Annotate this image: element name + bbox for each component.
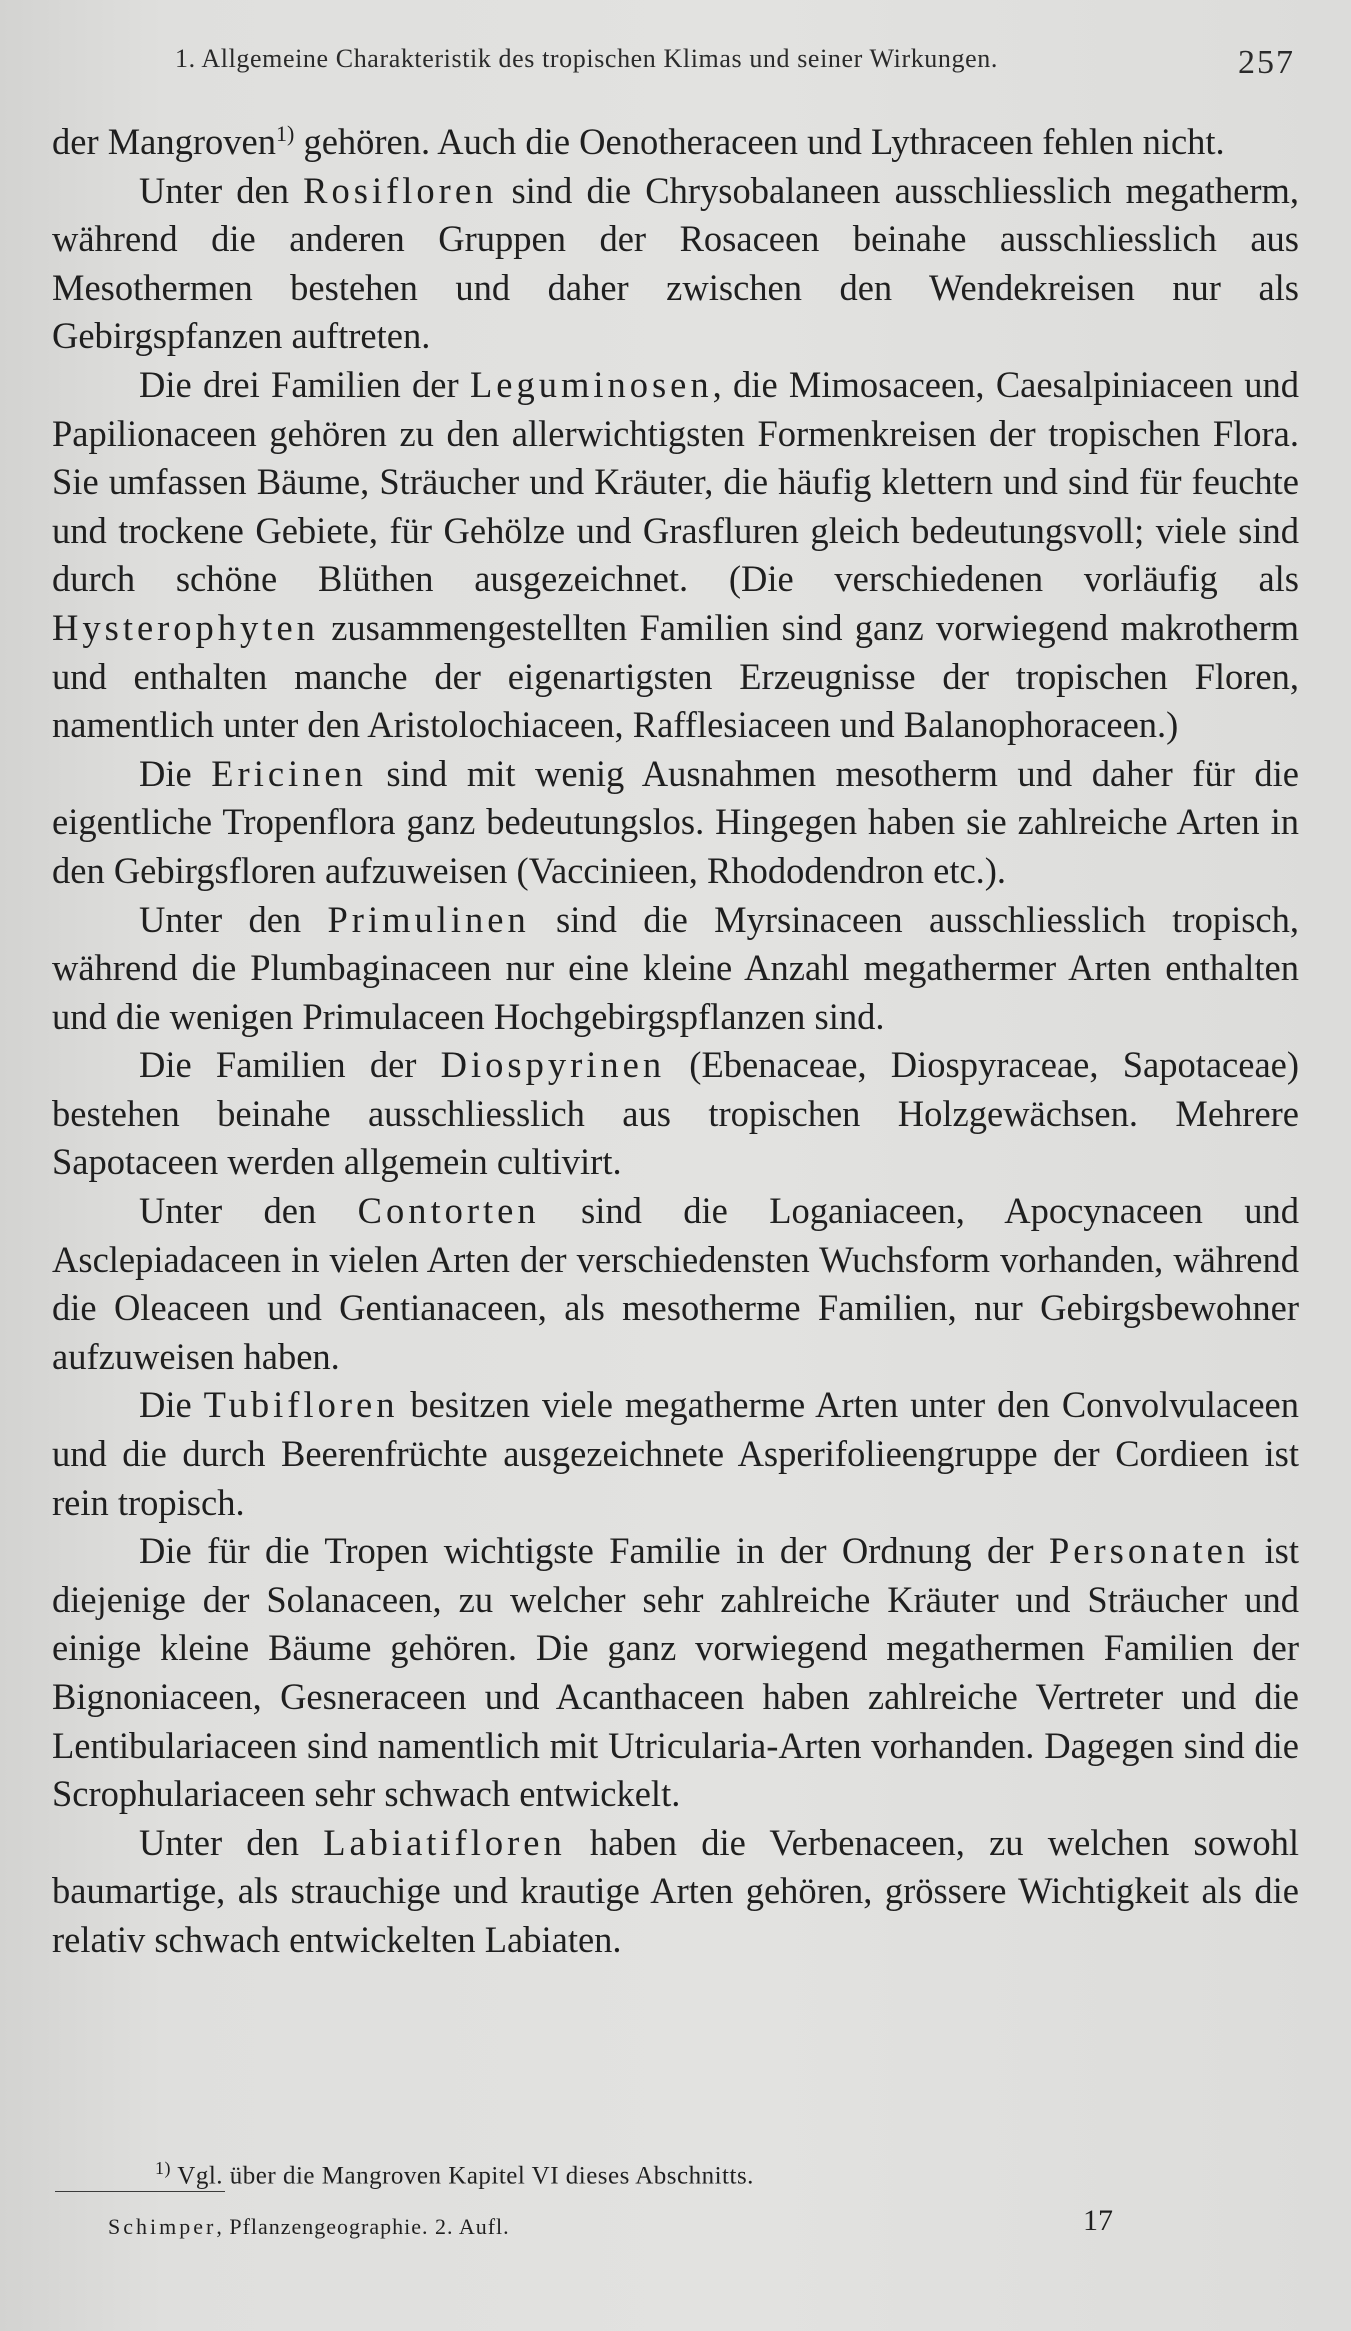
paragraph-contorten: Unter den Contorten sind die Loganiaceen, Apocynaceen und Asclepiadaceen in vielen Arten der verschiedensten Wuchsform vorhanden, während die Oleaceen und Gentianaceen, als mesotherme Familien, nur Gebirgsbewohner aufzuweisen haben.	[52, 1190, 1299, 1377]
spaced-term: Personaten	[1048, 1530, 1250, 1572]
footnote-text: Vgl. über die Mangroven Kapitel VI dieses Abschnitts.	[171, 2162, 754, 2190]
spaced-term: Contorten	[357, 1190, 540, 1232]
body-text	[52, 118, 1299, 1965]
paragraph-labiatifloren: Unter den Labiatifloren haben die Verbenaceen, zu welchen sowohl baumartige, als strauchige und krautige Arten gehören, grössere Wichtigkeit als die relativ schwach entwickelten Labiaten.	[52, 1821, 1299, 1960]
paragraph-tubifloren: Die Tubifloren besitzen viele megatherme Arten unter den Convolvulaceen und die durch Beerenfrüchte ausgezeichnete Asperifolieengruppe der Cordieen ist rein tropisch.	[52, 1384, 1299, 1523]
spaced-term: Rosifloren	[303, 169, 498, 211]
signature-author: Schimper	[108, 2214, 217, 2239]
signature	[108, 2214, 510, 2240]
spaced-term: Ericinen	[211, 752, 367, 794]
footnote-reference: 1)	[276, 120, 295, 146]
paragraph-rosifloren: Unter den Rosifloren sind die Chrysobalaneen ausschliesslich megatherm, während die anderen Gruppen der Rosaceen beinahe ausschliesslich aus Mesothermen bestehen und daher zwischen den Wendekreisen nur als Gebirgspfanzen auftreten.	[52, 169, 1299, 357]
spaced-term: Diospyrinen	[440, 1044, 666, 1086]
spaced-term: Primulinen	[327, 898, 530, 940]
running-title: 1. Allgemeine Charakteristik des tropischen Klimas und seiner Wirkungen.	[175, 44, 998, 73]
spaced-term: Labiatifloren	[323, 1821, 566, 1863]
paragraph-diospyrinen: Die Familien der Diospyrinen (Ebenaceae, Diospyraceae, Sapotaceae) bestehen beinahe ausschliesslich aus tropischen Holzgewächsen. Mehrere Sapotaceen werden allgemein cultivirt.	[52, 1044, 1299, 1183]
footnote	[155, 2158, 1155, 2190]
spaced-term: Tubifloren	[203, 1384, 399, 1426]
paragraph-leguminosen: Die drei Familien der Leguminosen, die Mimosaceen, Caesalpiniaceen und Papilionaceen gehören zu den allerwichtigsten Formenkreisen der tropischen Flora. Sie umfassen Bäume, Sträucher und Kräuter, die häufig klettern und sind für feuchte und trockene Gebiete, für Gehölze und Grasfluren gleich bedeutungsvoll; viele sind durch schöne Blüthen ausgezeichnet. (Die verschiedenen vorläufig als Hysterophyten zusammengestellten Familien sind ganz vorwiegend makrotherm und enthalten manche der eigenartigsten Erzeugnisse der tropischen Floren, namentlich unter den Aristolochiaceen, Rafflesiaceen und Balanophoraceen.)	[52, 363, 1299, 746]
signature-line	[108, 2204, 1148, 2250]
running-head	[175, 38, 1295, 88]
footnote-mark: 1)	[155, 2158, 171, 2178]
signature-book: , Pflanzengeographie. 2. Aufl.	[216, 2214, 510, 2239]
spaced-term: Hysterophyten	[52, 606, 319, 648]
footnote-divider	[55, 2191, 225, 2192]
paragraph-personaten: Die für die Tropen wichtigste Familie in der Ordnung der Personaten ist diejenige der Solanaceen, zu welcher sehr zahlreiche Kräuter und Sträucher und einige kleine Bäume gehören. Die ganz vorwiegend megathermen Familien der Bignoniaceen, Gesneraceen und Acanthaceen haben zahlreiche Vertreter und die Lentibulariaceen sind namentlich mit Utricularia-Arten vorhanden. Dagegen sind die Scrophulariaceen sehr schwach entwickelt.	[52, 1530, 1299, 1815]
page-number: 257	[1238, 44, 1295, 81]
paragraph-1: der Mangroven$^{1)}$ gehören. Auch die Oenotheraceen und Lythraceen fehlen nicht.	[52, 120, 1225, 162]
paragraph-ericinen: Die Ericinen sind mit wenig Ausnahmen mesotherm und daher für die eigentliche Tropenflora ganz bedeutungslos. Hingegen haben sie zahlreiche Arten in den Gebirgsfloren aufzuweisen (Vaccinieen, Rhododendron etc.).	[52, 752, 1299, 891]
spaced-term: Leguminosen	[469, 363, 713, 405]
sheet-number: 17	[1083, 2204, 1113, 2237]
paragraph-primulinen: Unter den Primulinen sind die Myrsinaceen ausschliesslich tropisch, während die Plumbaginaceen nur eine kleine Anzahl megathermer Arten enthalten und die wenigen Primulaceen Hochgebirgspflanzen sind.	[52, 898, 1299, 1037]
